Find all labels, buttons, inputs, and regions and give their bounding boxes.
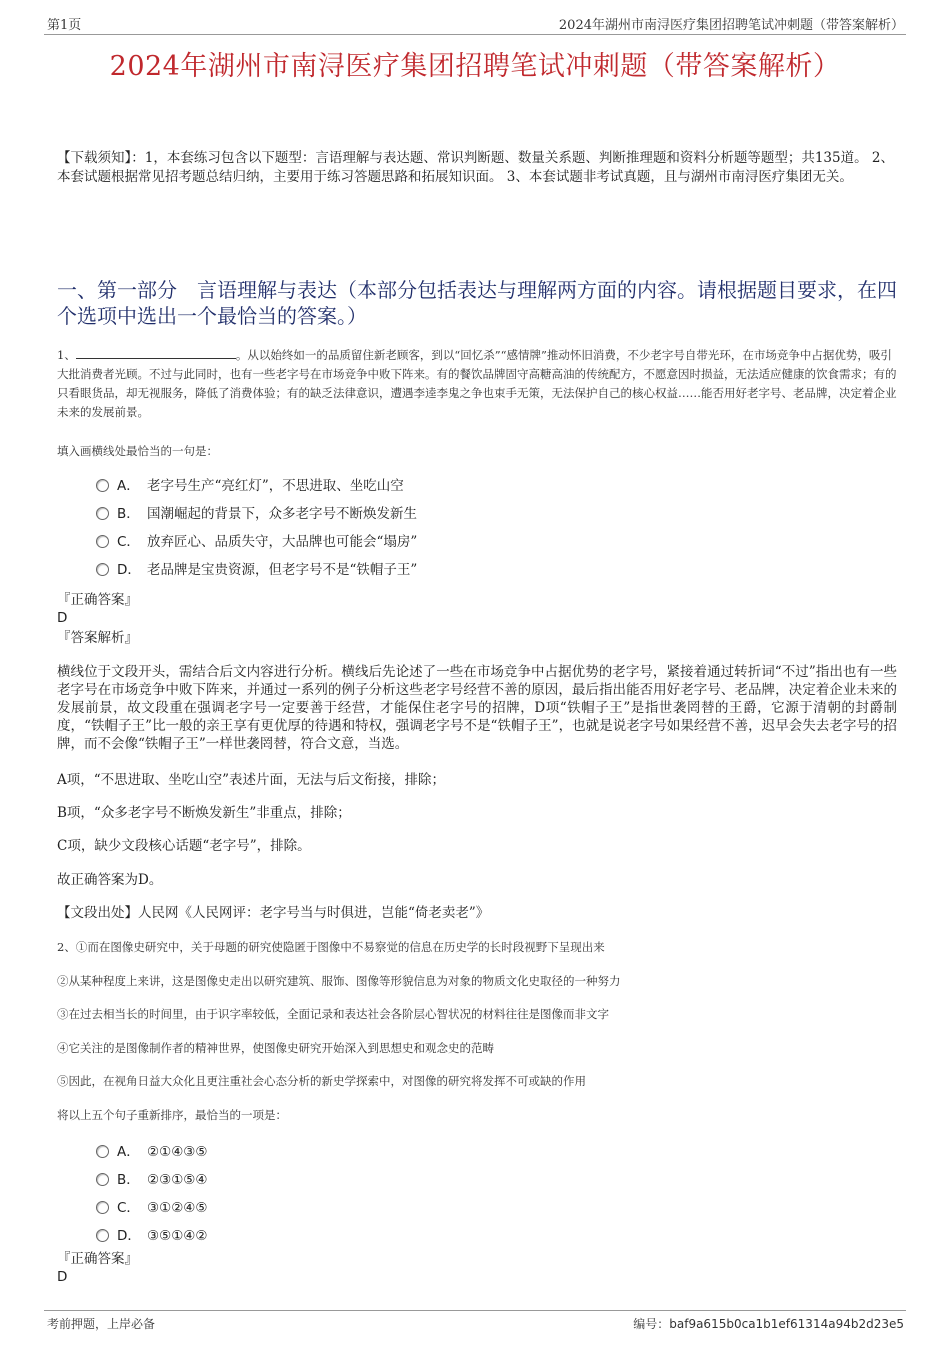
radio-icon[interactable] <box>96 1145 109 1158</box>
q1-prompt: 填入画横线处最恰当的一句是： <box>57 444 218 458</box>
radio-icon[interactable] <box>96 1229 109 1242</box>
q2-option-a[interactable]: A． ②①④③⑤ <box>96 1142 208 1162</box>
q1-option-d[interactable]: D． 老品牌是宝贵资源，但老字号不是“铁帽子王” <box>96 560 417 580</box>
q2-option-b[interactable]: B． ②③①⑤④ <box>96 1170 208 1190</box>
header-doc-title: 2024年湖州市南浔医疗集团招聘笔试冲刺题（带答案解析） <box>558 18 904 33</box>
header-divider <box>44 34 906 35</box>
q1-analysis: 横线位于文段开头，需结合后文内容进行分析。横线后先论述了一些在市场竞争中占据优势的老字号，紧接着通过转折词“不过”指出也有一些老字号在市场竞争中败下阵来，并通过一系列的例子分析这些老字号经营不善的原因，最后指出能否用好老字号、老品牌，决定着企业未来的发展前景，故文段重在强调老字号一定要善于经营，才能保住老字号的招牌，D项“铁帽子王”是指世袭罔替的王爵，它源于清朝的封爵制度，“铁帽子王”比一般的亲王享有更优厚的待遇和特权，强调老字号不是“铁帽子王”，也就是说老字号如果经营不善，迟早会失去老字号的招牌，而不会像“铁帽子王”一样世袭罔替，符合文意，当选。 <box>57 664 897 752</box>
q1-stem <box>57 346 897 422</box>
q2-prompt: 将以上五个句子重新排序，最恰当的一项是： <box>57 1108 287 1122</box>
q1-option-b[interactable]: B． 国潮崛起的背景下，众多老字号不断焕发新生 <box>96 504 417 524</box>
q2-answer: D <box>57 1269 68 1285</box>
footer-code: 编号：baf9a615b0ca1b1ef61314a94b2d23e5 <box>633 1317 904 1331</box>
section-heading: 一、第一部分 言语理解与表达（本部分包括表达与理解两方面的内容。请根据题目要求，在四个选项中选出一个最恰当的答案。） <box>57 278 897 328</box>
page-title: 2024年湖州市南浔医疗集团招聘笔试冲刺题（带答案解析） <box>109 51 841 82</box>
radio-icon[interactable] <box>96 1201 109 1214</box>
header-page-number: 第1页 <box>47 18 82 33</box>
radio-icon[interactable] <box>96 535 109 548</box>
q2-sentence-3: ③在过去相当长的时间里，由于识字率较低，全面记录和表达社会各阶层心智状况的材料往往是图像而非文字 <box>57 1007 609 1021</box>
q1-note-b: B项，“众多老字号不断焕发新生”非重点，排除； <box>57 805 351 821</box>
download-notice: 【下载须知】：1，本套练习包含以下题型：言语理解与表达题、常识判断题、数量关系题、判断推理题和资料分析题等题型；共135道。 2、本套试题根据常见招考题总结归纳，主要用于练习答题思路和拓展知识面。 3、本套试题非考试真题，且与湖州市南浔医疗集团无关。 <box>57 150 894 185</box>
q1-analysis-label: 『答案解析』 <box>57 630 138 646</box>
radio-icon[interactable] <box>96 479 109 492</box>
q1-option-c[interactable]: C． 放弃匠心、品质失守，大品牌也可能会“塌房” <box>96 532 417 552</box>
q2-option-c[interactable]: C． ③①②④⑤ <box>96 1198 208 1218</box>
q1-answer-label: 『正确答案』 <box>57 592 138 608</box>
q2-sentence-4: ④它关注的是图像制作者的精神世界，使图像史研究开始深入到思想史和观念史的范畴 <box>57 1041 494 1055</box>
q2-sentence-1: 2、①而在图像史研究中，关于母题的研究使隐匿于图像中不易察觉的信息在历史学的长时段视野下呈现出来 <box>57 940 605 954</box>
footer-divider <box>44 1310 906 1311</box>
radio-icon[interactable] <box>96 1173 109 1186</box>
q1-option-a[interactable]: A． 老字号生产“亮红灯”，不思进取、坐吃山空 <box>96 476 404 496</box>
radio-icon[interactable] <box>96 507 109 520</box>
q2-option-d[interactable]: D． ③⑤①④② <box>96 1226 208 1246</box>
q1-note-a: A项，“不思进取、坐吃山空”表述片面，无法与后文衔接，排除； <box>57 772 446 788</box>
q1-note-c: C项，缺少文段核心话题“老字号”，排除。 <box>57 838 311 854</box>
q1-source: 【文段出处】人民网《人民网评：老字号当与时俱进，岂能“倚老卖老”》 <box>57 905 490 921</box>
q1-conclusion: 故正确答案为D。 <box>57 872 163 888</box>
q2-sentence-2: ②从某种程度上来讲，这是图像史走出以研究建筑、服饰、图像等形貌信息为对象的物质文化史取径的一种努力 <box>57 974 621 988</box>
q1-text: 。从以始终如一的品质留住新老顾客，到以“回忆杀”“感情牌”推动怀旧消费，不少老字号自带光环，在市场竞争中占据优势，吸引大批消费者光顾。不过与此同时，也有一些老字号在市场竞争中败下阵来。有的餐饮品牌固守高糖高油的传统配方，不愿意因时损益，无法适应健康的饮食需求；有的只看眼货品，却无视服务，降低了消费体验；有的缺乏法律意识，遭遇李逵李鬼之争也束手无策，无法保护自己的核心权益……能否用好老字号、老品牌，决定着企业未来的发展前景。 <box>57 348 897 419</box>
q1-number: 1、 <box>57 348 76 362</box>
footer-slogan: 考前押题，上岸必备 <box>47 1317 156 1331</box>
q2-sentence-5: ⑤因此，在视角日益大众化且更注重社会心态分析的新史学探索中，对图像的研究将发挥不可或缺的作用 <box>57 1074 586 1088</box>
q1-answer: D <box>57 610 68 626</box>
radio-icon[interactable] <box>96 563 109 576</box>
q2-answer-label: 『正确答案』 <box>57 1251 138 1267</box>
q1-blank <box>76 348 236 359</box>
